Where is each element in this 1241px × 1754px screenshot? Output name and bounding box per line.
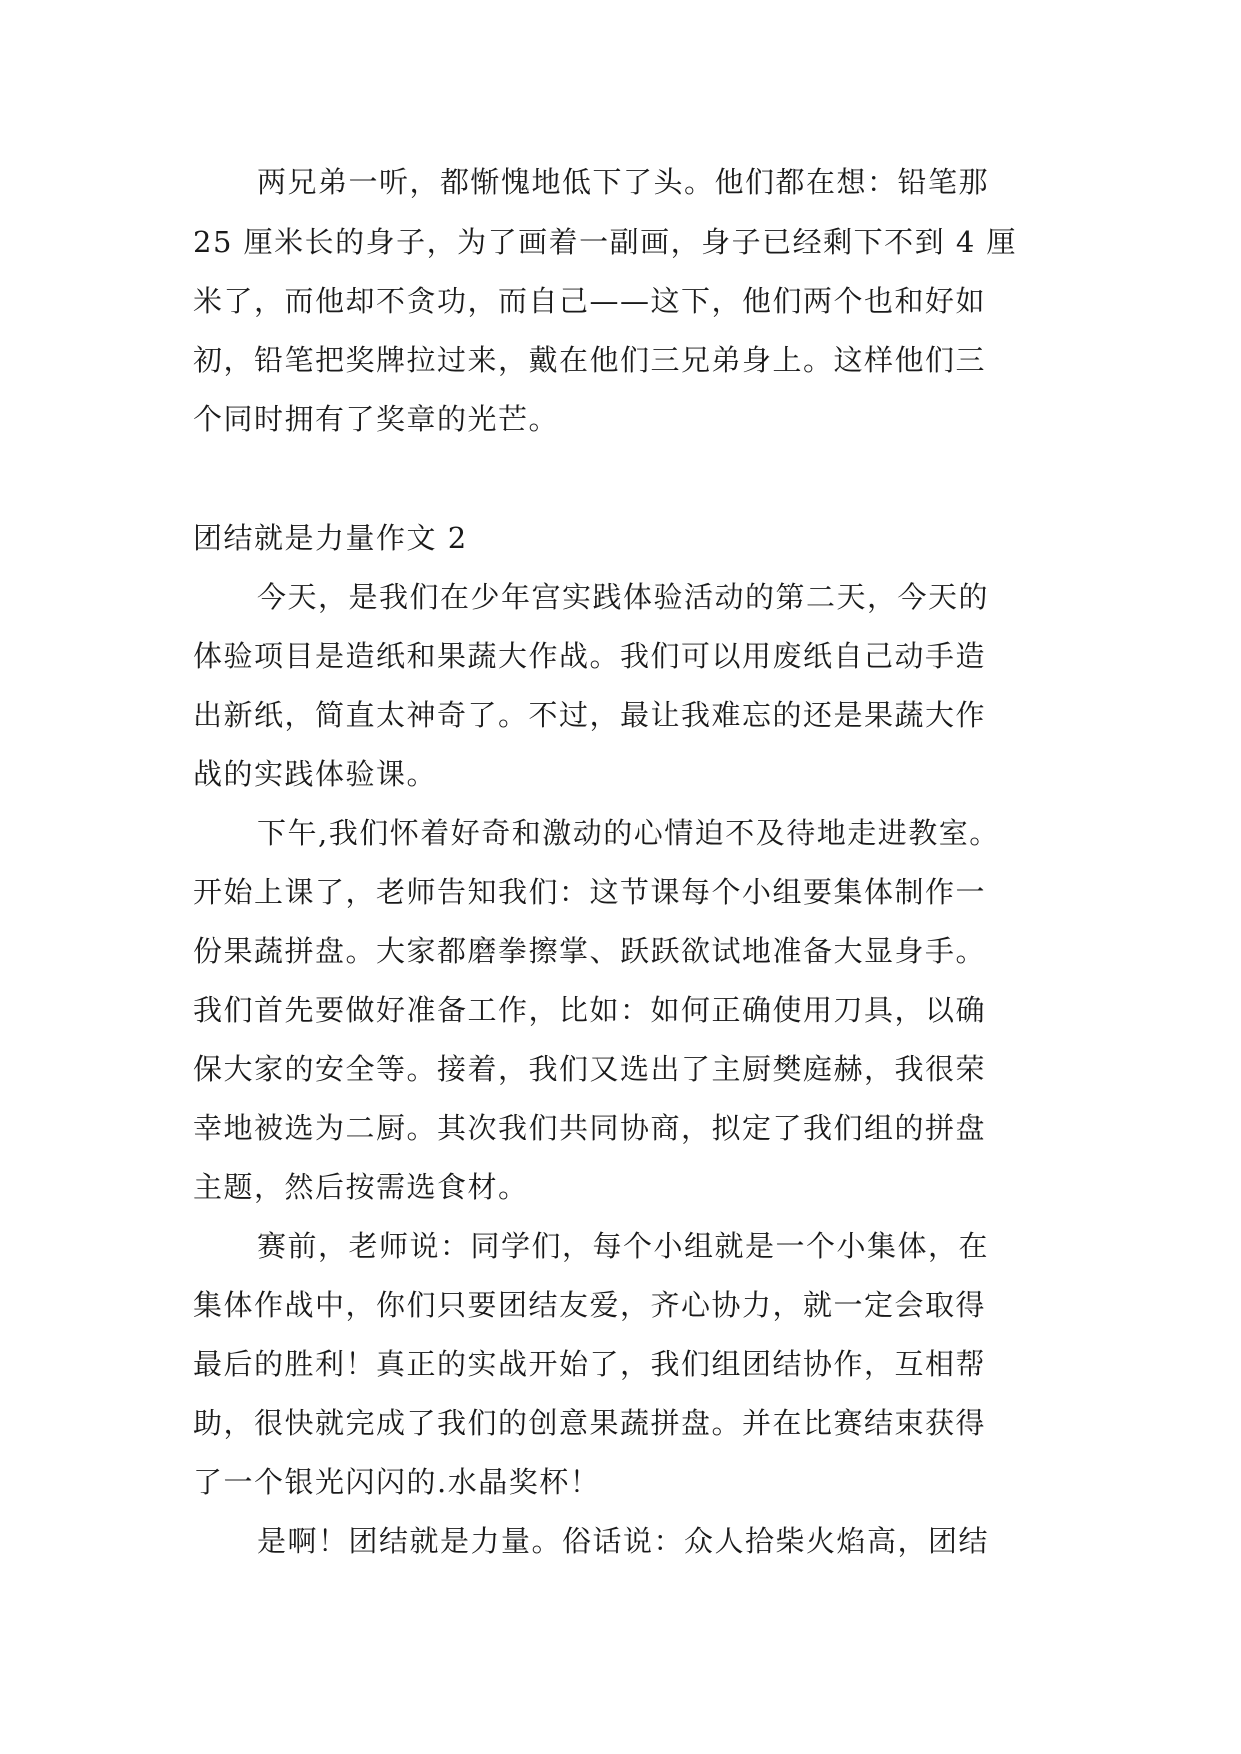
paragraph-line: 体验项目是造纸和果蔬大作战。我们可以用废纸自己动手造 xyxy=(193,639,987,673)
paragraph-line: 今天，是我们在少年宫实践体验活动的第二天，今天的 xyxy=(257,580,990,614)
paragraph-line: 份果蔬拼盘。大家都磨拳擦掌、跃跃欲试地准备大显身手。 xyxy=(193,934,987,968)
paragraph-line: 赛前，老师说：同学们，每个小组就是一个小集体，在 xyxy=(257,1229,990,1263)
paragraph-line: 助，很快就完成了我们的创意果蔬拼盘。并在比赛结束获得 xyxy=(193,1406,987,1440)
paragraph-line: 了一个银光闪闪的.水晶奖杯！ xyxy=(193,1465,601,1499)
paragraph-line: 集体作战中，你们只要团结友爱，齐心协力，就一定会取得 xyxy=(193,1288,987,1322)
paragraph-line: 战的实践体验课。 xyxy=(193,757,438,791)
paragraph-line: 主题，然后按需选食材。 xyxy=(193,1170,529,1204)
paragraph-line: 米了，而他却不贪功，而自己——这下，他们两个也和好如 xyxy=(193,284,987,318)
paragraph-line: 开始上课了，老师告知我们：这节课每个小组要集体制作一 xyxy=(193,875,987,909)
paragraph-line: 个同时拥有了奖章的光芒。 xyxy=(193,402,560,436)
paragraph-line: 最后的胜利！真正的实战开始了，我们组团结协作，互相帮 xyxy=(193,1347,987,1381)
section-heading: 团结就是力量作文 2 xyxy=(193,521,468,555)
paragraph-line: 初，铅笔把奖牌拉过来，戴在他们三兄弟身上。这样他们三 xyxy=(193,343,987,377)
paragraph-line: 两兄弟一听，都惭愧地低下了头。他们都在想：铅笔那 xyxy=(257,165,990,199)
paragraph-line: 25 厘米长的身子，为了画着一副画，身子已经剩下不到 4 厘 xyxy=(193,225,1018,259)
paragraph-line: 保大家的安全等。接着，我们又选出了主厨樊庭赫，我很荣 xyxy=(193,1052,987,1086)
paragraph-line: 幸地被选为二厨。其次我们共同协商，拟定了我们组的拼盘 xyxy=(193,1111,987,1145)
paragraph-line: 是啊！团结就是力量。俗话说：众人拾柴火焰高，团结 xyxy=(257,1524,990,1558)
paragraph-line: 下午,我们怀着好奇和激动的心情迫不及待地走进教室。 xyxy=(257,816,1000,850)
paragraph-line: 出新纸，简直太神奇了。不过，最让我难忘的还是果蔬大作 xyxy=(193,698,987,732)
paragraph-line: 我们首先要做好准备工作，比如：如何正确使用刀具，以确 xyxy=(193,993,987,1027)
